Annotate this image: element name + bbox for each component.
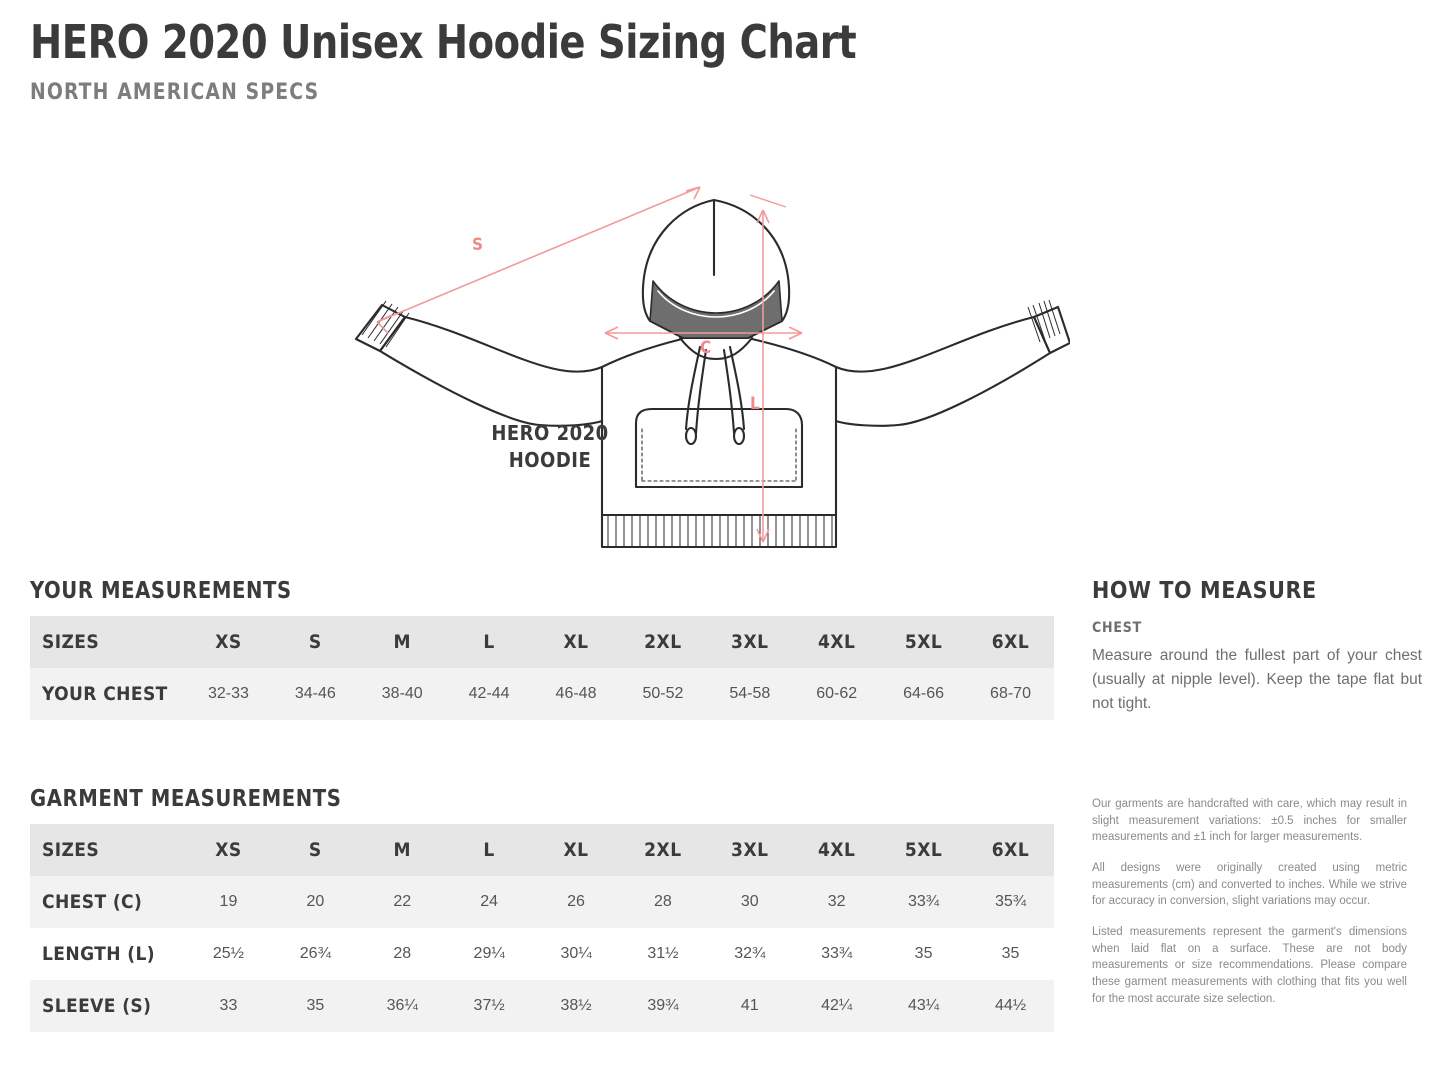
cell-sleeve-4xl: 42¼	[821, 997, 853, 1014]
disclaimer-notes	[1092, 796, 1407, 1021]
how-to-measure-section	[1092, 578, 1422, 716]
garment-measurements-table	[30, 824, 1054, 1032]
column-header-2xl: 2XL	[644, 631, 682, 653]
page-subtitle: NORTH AMERICAN SPECS	[30, 80, 320, 106]
cell-chest-m: 22	[393, 893, 412, 910]
row-label-sleeve: SLEEVE (S)	[42, 995, 152, 1017]
cell-chest-xl: 26	[567, 893, 585, 910]
page-header	[30, 15, 918, 106]
cell-your-chest-xl: 46-48	[555, 685, 597, 702]
how-to-measure-subheading: CHEST	[1092, 620, 1143, 636]
cell-sleeve-xl: 38½	[560, 997, 592, 1014]
your-measurements-table	[30, 616, 1054, 720]
cell-length-5xl: 35	[914, 945, 933, 962]
note-paragraph: Listed measurements represent the garment's dimensions when laid flat on a surface. These are not body measurements or size recommendations. Please compare these garment measurements with clothing that fits you well for the most accurate size selection.	[1092, 926, 1407, 1005]
cell-length-l: 29¼	[473, 945, 505, 962]
sleeve-dimension-label: S	[472, 235, 484, 255]
cell-length-s: 26¾	[299, 945, 331, 962]
cell-length-4xl: 33¾	[821, 945, 853, 962]
table-row	[30, 980, 1054, 1032]
column-header-s: S	[308, 839, 322, 861]
column-header-m: M	[393, 631, 411, 653]
column-header-xs: XS	[215, 839, 242, 861]
cell-sleeve-l: 37½	[473, 997, 505, 1014]
column-header-m: M	[393, 839, 411, 861]
column-header-sizes: SIZES	[42, 839, 100, 861]
hoodie-technical-drawing	[350, 95, 1070, 565]
garment-name-line1: HERO 2020	[491, 421, 609, 445]
column-header-3xl: 3XL	[731, 631, 769, 653]
cell-length-xs: 25½	[212, 945, 245, 962]
column-header-l: L	[483, 631, 495, 653]
your-measurements-heading: YOUR MEASUREMENTS	[30, 578, 292, 604]
row-label-your-chest: YOUR CHEST	[42, 683, 168, 705]
garment-measurements-heading: GARMENT MEASUREMENTS	[30, 786, 342, 812]
page-title: HERO 2020 Unisex Hoodie Sizing Chart	[30, 15, 857, 69]
cell-sleeve-2xl: 39¾	[647, 997, 679, 1014]
column-header-xs: XS	[215, 631, 242, 653]
length-dimension-label: L	[750, 394, 760, 414]
cell-length-6xl: 35	[1001, 945, 1020, 962]
column-header-xl: XL	[563, 839, 589, 861]
cell-chest-4xl: 32	[827, 893, 846, 910]
cell-length-m: 28	[393, 945, 412, 962]
column-header-4xl: 4XL	[817, 631, 856, 653]
chest-dimension-label: C	[700, 338, 712, 358]
column-header-sizes: SIZES	[42, 631, 100, 653]
table-row	[30, 928, 1054, 980]
column-header-xl: XL	[563, 631, 589, 653]
garment-name-label	[450, 420, 650, 474]
column-header-5xl: 5XL	[904, 839, 943, 861]
cell-your-chest-s: 34-46	[294, 685, 336, 702]
column-header-6xl: 6XL	[991, 631, 1030, 653]
table-row	[30, 876, 1054, 928]
hoodie-illustration	[350, 95, 1070, 565]
cell-chest-2xl: 28	[654, 893, 672, 910]
cell-sleeve-s: 35	[306, 997, 325, 1014]
cell-length-xl: 30¼	[560, 945, 592, 962]
cell-your-chest-3xl: 54-58	[729, 685, 771, 702]
cell-your-chest-6xl: 68-70	[990, 685, 1031, 702]
cell-chest-l: 24	[480, 893, 499, 910]
cell-chest-s: 20	[306, 893, 325, 910]
garment-measurements-section	[30, 786, 1054, 1032]
cell-sleeve-5xl: 43¼	[908, 997, 940, 1014]
cell-length-2xl: 31½	[647, 945, 679, 962]
cell-length-3xl: 32¾	[734, 945, 766, 962]
table-row	[30, 668, 1054, 720]
cell-chest-xs: 19	[219, 893, 238, 910]
how-to-measure-body: Measure around the fullest part of your chest (usually at nipple level). Keep the tape flat but not tight.	[1092, 647, 1422, 713]
column-header-l: L	[483, 839, 495, 861]
cell-sleeve-3xl: 41	[740, 997, 759, 1014]
cell-chest-6xl: 35¾	[994, 893, 1027, 910]
table-header-row	[30, 616, 1054, 668]
cell-chest-3xl: 30	[740, 893, 759, 910]
garment-name-line2: HOODIE	[508, 448, 592, 472]
column-header-3xl: 3XL	[731, 839, 769, 861]
table-header-row	[30, 824, 1054, 876]
column-header-s: S	[308, 631, 322, 653]
column-header-6xl: 6XL	[991, 839, 1030, 861]
cell-your-chest-l: 42-44	[468, 685, 510, 702]
note-paragraph: All designs were originally created using metric measurements (cm) and converted to inches. While we strive for accuracy in conversion, slight variations may occur.	[1092, 862, 1407, 908]
row-label-chest: CHEST (C)	[42, 891, 143, 913]
column-header-2xl: 2XL	[644, 839, 682, 861]
cell-sleeve-xs: 33	[219, 997, 238, 1014]
cell-sleeve-6xl: 44½	[994, 997, 1027, 1014]
cell-chest-5xl: 33¾	[908, 893, 940, 910]
row-label-length: LENGTH (L)	[42, 943, 155, 965]
how-to-measure-heading: HOW TO MEASURE	[1092, 578, 1317, 604]
column-header-4xl: 4XL	[817, 839, 856, 861]
cell-your-chest-5xl: 64-66	[903, 685, 945, 702]
column-header-5xl: 5XL	[904, 631, 943, 653]
note-paragraph: Our garments are handcrafted with care, which may result in slight measurement variations: ±0.5 inches for smaller measurements and ±1 inch for larger measurements.	[1092, 798, 1407, 844]
your-measurements-section	[30, 578, 1054, 720]
cell-sleeve-m: 36¼	[386, 997, 418, 1014]
cell-your-chest-m: 38-40	[381, 685, 423, 702]
cell-your-chest-4xl: 60-62	[816, 685, 858, 702]
cell-your-chest-xs: 32-33	[207, 685, 249, 702]
cell-your-chest-2xl: 50-52	[642, 685, 684, 702]
